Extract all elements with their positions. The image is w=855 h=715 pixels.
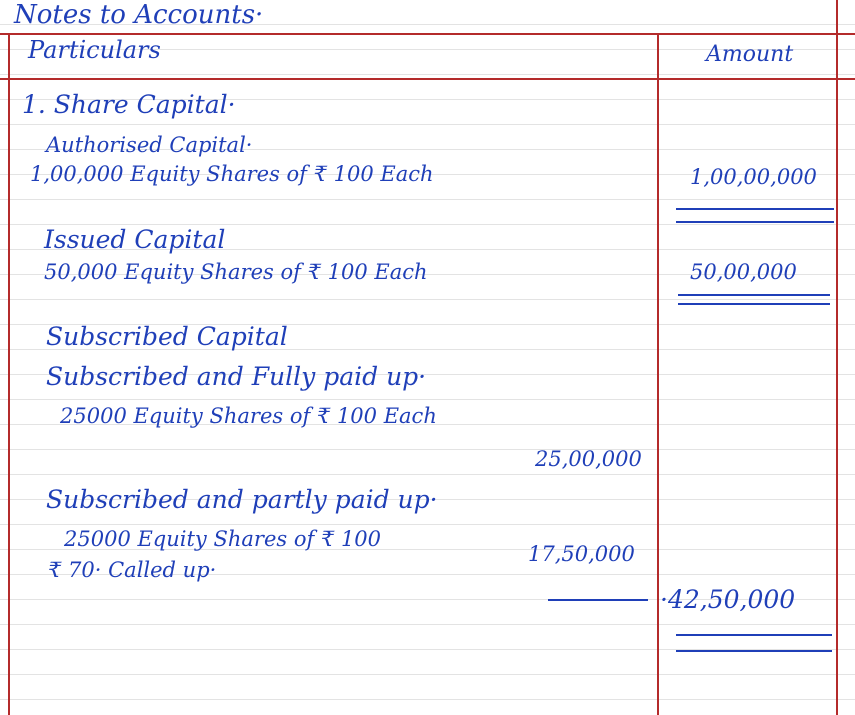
- left-margin-rule: [8, 33, 10, 715]
- section-share-capital: 1. Share Capital·: [22, 90, 236, 119]
- authorised-underline-2: [676, 221, 834, 223]
- page-title: Notes to Accounts·: [14, 0, 264, 30]
- partly-paid-heading: Subscribed and partly paid up·: [46, 485, 438, 514]
- partly-paid-line-1: 25000 Equity Shares of ₹ 100: [64, 527, 382, 551]
- issued-line: 50,000 Equity Shares of ₹ 100 Each: [44, 260, 428, 284]
- column-divider-rule: [657, 35, 659, 715]
- fully-paid-heading: Subscribed and Fully paid up·: [46, 362, 427, 391]
- authorised-amount: 1,00,00,000: [690, 165, 817, 189]
- authorised-heading: Authorised Capital·: [46, 133, 253, 157]
- subscribed-heading: Subscribed Capital: [46, 322, 288, 351]
- partly-paid-underline: [548, 599, 648, 601]
- fully-paid-amount: 25,00,000: [535, 447, 642, 471]
- issued-heading: Issued Capital: [44, 225, 226, 254]
- header-amount: Amount: [706, 42, 794, 67]
- issued-underline-1: [678, 294, 830, 296]
- partly-paid-line-2: ₹ 70· Called up·: [48, 558, 217, 582]
- top-red-rule: [0, 33, 855, 35]
- total-underline-2: [676, 650, 832, 652]
- header-particulars: Particulars: [28, 36, 161, 64]
- issued-underline-2: [678, 303, 830, 305]
- partly-paid-amount: 17,50,000: [528, 542, 635, 566]
- fully-paid-line: 25000 Equity Shares of ₹ 100 Each: [60, 404, 437, 428]
- authorised-underline-1: [676, 208, 834, 210]
- authorised-line: 1,00,000 Equity Shares of ₹ 100 Each: [30, 162, 434, 186]
- header-red-rule: [0, 78, 855, 80]
- right-margin-rule: [836, 0, 838, 715]
- total-underline-1: [676, 634, 832, 636]
- subscribed-total: ·42,50,000: [660, 585, 796, 614]
- issued-amount: 50,00,000: [690, 260, 797, 284]
